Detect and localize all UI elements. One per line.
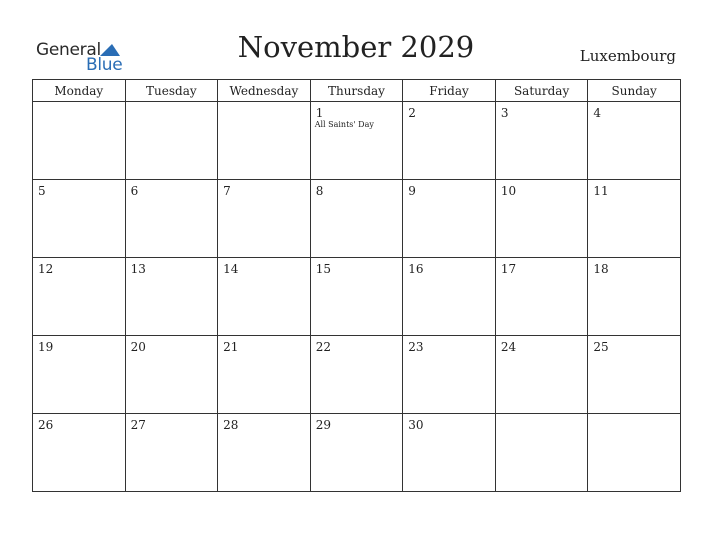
day-cell [495,414,588,492]
day-number: 14 [223,262,239,276]
day-cell [403,258,496,336]
day-number: 6 [130,184,139,198]
day-number: 17 [500,262,517,276]
week-row [33,102,681,180]
day-number: 7 [223,184,231,198]
holiday-label: All Saints' Day [314,120,374,129]
day-cell [218,180,311,258]
day-cell [125,336,218,414]
day-cell [33,336,126,414]
day-cell [495,336,588,414]
day-cell [588,102,681,180]
day-cell [125,258,218,336]
week-row [33,414,681,492]
weekday-header: Wednesday [218,80,311,102]
day-number: 9 [408,184,416,198]
day-cell [588,336,681,414]
day-number: 21 [223,340,239,354]
day-cell [218,102,311,180]
logo-text-blue: Blue [86,55,123,75]
day-cell [588,414,681,492]
day-number: 1 [315,106,324,120]
day-cell [310,336,403,414]
week-row [33,336,681,414]
weekday-header: Friday [403,80,496,102]
day-number: 29 [315,418,331,432]
day-number: 24 [500,340,517,354]
day-cell [33,180,126,258]
day-number: 20 [130,340,146,354]
weekday-header: Monday [33,80,126,102]
day-cell [495,102,588,180]
day-cell [588,258,681,336]
day-cell [218,414,311,492]
day-cell [33,258,126,336]
day-number: 13 [130,262,146,276]
page-title: November 2029 [237,30,475,64]
day-number: 30 [408,418,424,432]
day-number: 11 [593,184,609,198]
day-cell [403,180,496,258]
day-number: 15 [315,262,331,276]
day-cell [495,180,588,258]
day-cell [495,258,588,336]
weekday-header: Saturday [495,80,588,102]
day-number: 26 [38,418,54,432]
day-cell [588,180,681,258]
day-cell [125,180,218,258]
logo-text-general: General [36,40,101,60]
day-cell [403,414,496,492]
calendar-grid [32,79,681,492]
day-number: 4 [593,106,602,120]
weekday-header: Sunday [588,80,681,102]
day-cell [403,336,496,414]
day-cell [125,414,218,492]
day-cell [310,180,403,258]
day-cell [218,258,311,336]
country-label: Luxembourg [579,47,676,65]
day-number: 25 [593,340,609,354]
day-cell [125,102,218,180]
day-number: 5 [38,184,46,198]
day-number: 12 [38,262,54,276]
weekday-header: Thursday [310,80,403,102]
weekday-header-row [33,80,681,102]
day-number: 3 [500,106,509,120]
day-number: 28 [223,418,239,432]
day-cell [33,102,126,180]
day-number: 2 [408,106,416,120]
day-cell [33,414,126,492]
day-number: 16 [408,262,424,276]
day-cell [403,102,496,180]
day-cell [310,102,403,180]
week-row [33,258,681,336]
day-number: 23 [408,340,424,354]
day-number: 22 [315,340,331,354]
day-cell [310,258,403,336]
day-cell [218,336,311,414]
day-cell [310,414,403,492]
day-number: 19 [38,340,54,354]
day-number: 27 [130,418,146,432]
day-number: 8 [315,184,324,198]
day-number: 10 [500,184,517,198]
weekday-header: Tuesday [125,80,218,102]
week-row [33,180,681,258]
day-number: 18 [593,262,609,276]
